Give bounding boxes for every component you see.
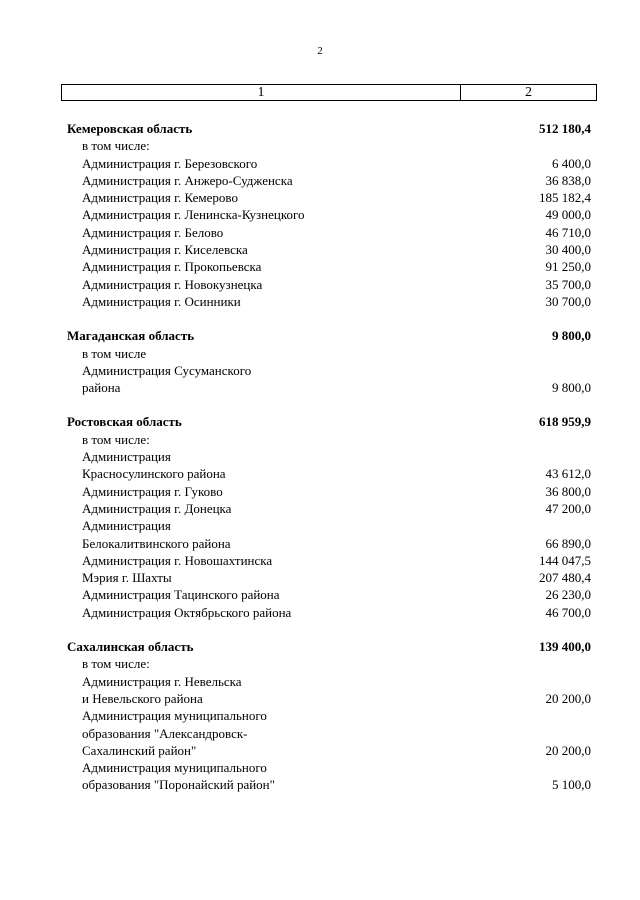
region-total: 512 180,4	[539, 121, 591, 136]
recipient-label: Администрация г. Кемерово	[82, 190, 238, 206]
table-row	[0, 241, 640, 258]
recipient-label: Администрация г. Донецка	[82, 500, 232, 516]
table-row	[0, 465, 640, 482]
amount-value: 20 200,0	[545, 690, 591, 706]
recipient-label: образования "Александровск-	[82, 725, 248, 741]
region-name: Магаданская область	[67, 328, 195, 344]
table-row	[0, 552, 640, 569]
recipient-label: Администрация Сусуманского	[82, 362, 252, 378]
amount-value: 66 890,0	[545, 535, 591, 551]
recipient-label: Администрация г. Ленинска-Кузнецкого	[82, 207, 305, 223]
column-header-row	[61, 84, 597, 101]
amount-value: 35 700,0	[545, 276, 591, 292]
table-row	[0, 172, 640, 189]
amount-value: 26 230,0	[545, 587, 591, 603]
subheading-row	[0, 431, 640, 448]
recipient-label: Администрация г. Осинники	[82, 293, 241, 309]
subheading-label: в том числе	[82, 345, 147, 361]
recipient-label: Администрация г. Невельска	[82, 673, 242, 689]
region-name: Ростовская область	[67, 414, 182, 430]
recipient-label: Администрация г. Белово	[82, 224, 224, 240]
table-row	[0, 569, 640, 586]
section-gap	[0, 396, 640, 413]
amount-value: 185 182,4	[539, 190, 591, 206]
amount-value: 36 800,0	[545, 483, 591, 499]
table-row	[0, 155, 640, 172]
region-name: Кемеровская область	[67, 121, 193, 136]
column-header-1: 1	[62, 85, 461, 100]
table-row	[0, 362, 640, 379]
table-row	[0, 535, 640, 552]
amount-value: 5 100,0	[552, 777, 591, 793]
recipient-label: Администрация г. Новошахтинска	[82, 552, 273, 568]
amount-value: 6 400,0	[552, 155, 591, 171]
recipient-label: Красносулинского района	[82, 466, 226, 482]
recipient-label: Белокалитвинского района	[82, 535, 231, 551]
table-row	[0, 776, 640, 793]
recipient-label: Сахалинский район"	[82, 742, 197, 758]
table-row	[0, 690, 640, 707]
table-row	[0, 379, 640, 396]
subheading-row	[0, 345, 640, 362]
recipient-label: образования "Поронайский район"	[82, 777, 275, 793]
amount-value: 91 250,0	[545, 259, 591, 275]
recipient-label: Администрация г. Березовского	[82, 155, 258, 171]
recipient-label: Мэрия г. Шахты	[82, 570, 172, 586]
budget-table	[0, 120, 640, 794]
amount-value: 36 838,0	[545, 172, 591, 188]
amount-value: 49 000,0	[545, 207, 591, 223]
table-row	[0, 276, 640, 293]
region-row	[0, 327, 640, 344]
recipient-label: Администрация муниципального	[82, 760, 267, 776]
table-row	[0, 500, 640, 517]
table-row	[0, 224, 640, 241]
amount-value: 47 200,0	[545, 500, 591, 516]
recipient-label: Администрация Октябрьского района	[82, 604, 292, 620]
recipient-label: Администрация г. Прокопьевска	[82, 259, 262, 275]
recipient-label: Администрация муниципального	[82, 708, 267, 724]
table-row	[0, 258, 640, 275]
table-row	[0, 673, 640, 690]
table-row	[0, 206, 640, 223]
recipient-label: Администрация г. Анжеро-Судженска	[82, 172, 293, 188]
table-row	[0, 725, 640, 742]
table-row	[0, 189, 640, 206]
amount-value: 207 480,4	[539, 570, 591, 586]
table-row	[0, 707, 640, 724]
recipient-label: Администрация	[82, 449, 171, 465]
recipient-label: Администрация г. Гуково	[82, 483, 223, 499]
subheading-row	[0, 655, 640, 672]
amount-value: 30 700,0	[545, 293, 591, 309]
region-total: 9 800,0	[552, 328, 591, 344]
table-row	[0, 759, 640, 776]
amount-value: 144 047,5	[539, 552, 591, 568]
region-total: 139 400,0	[539, 639, 591, 655]
subheading-label: в том числе:	[82, 431, 150, 447]
table-row	[0, 293, 640, 310]
section-gap	[0, 310, 640, 327]
table-row	[0, 483, 640, 500]
page-number: 2	[317, 45, 323, 57]
amount-value: 46 700,0	[545, 604, 591, 620]
subheading-row	[0, 137, 640, 154]
amount-value: 20 200,0	[545, 742, 591, 758]
recipient-label: Администрация г. Новокузнецка	[82, 276, 263, 292]
region-total: 618 959,9	[539, 414, 591, 430]
table-row	[0, 448, 640, 465]
table-row	[0, 604, 640, 621]
recipient-label: Администрация Тацинского района	[82, 587, 280, 603]
recipient-label: Администрация	[82, 518, 171, 534]
region-row	[0, 638, 640, 655]
region-row	[0, 120, 640, 137]
amount-value: 30 400,0	[545, 242, 591, 258]
table-row	[0, 517, 640, 534]
recipient-label: Администрация г. Киселевска	[82, 242, 248, 258]
region-name: Сахалинская область	[67, 639, 194, 655]
amount-value: 43 612,0	[545, 466, 591, 482]
recipient-label: района	[82, 380, 121, 396]
section-gap	[0, 621, 640, 638]
subheading-label: в том числе:	[82, 138, 150, 154]
column-header-2: 2	[525, 85, 532, 100]
recipient-label: и Невельского района	[82, 690, 203, 706]
subheading-label: в том числе:	[82, 656, 150, 672]
amount-value: 46 710,0	[545, 224, 591, 240]
table-row	[0, 586, 640, 603]
amount-value: 9 800,0	[552, 380, 591, 396]
table-row	[0, 742, 640, 759]
region-row	[0, 413, 640, 430]
